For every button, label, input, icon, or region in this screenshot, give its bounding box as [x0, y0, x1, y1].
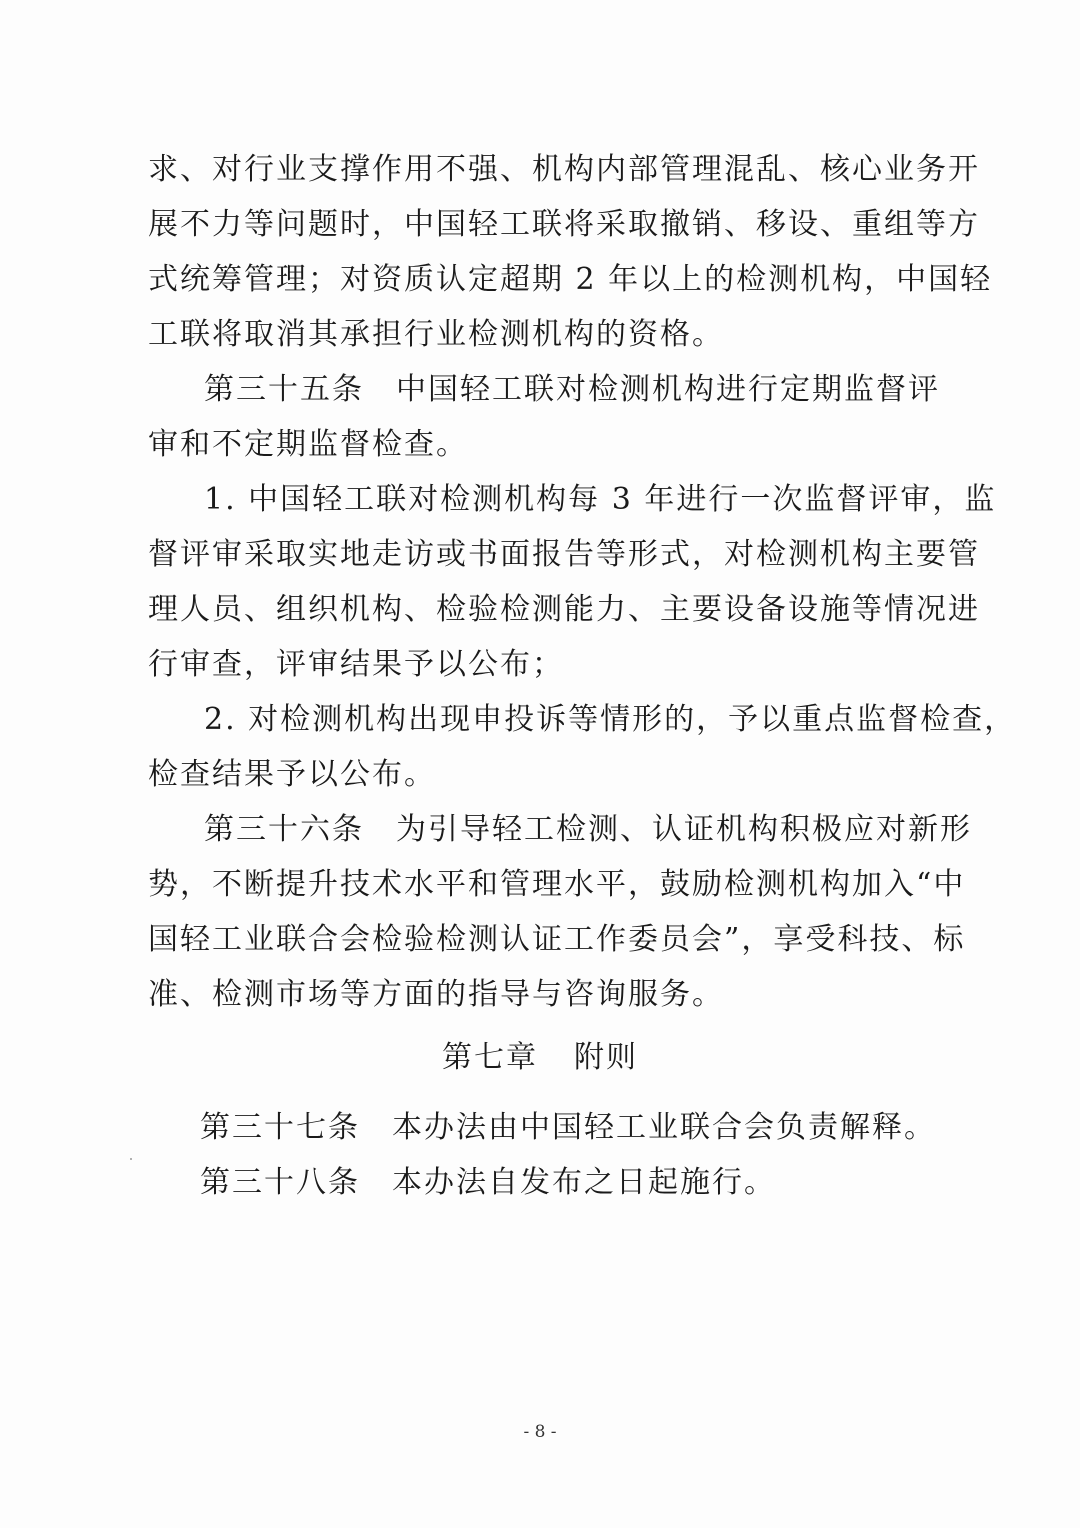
paragraph-line: 审和不定期监督检查。	[148, 427, 468, 462]
paragraph-line: 势，不断提升技术水平和管理水平，鼓励检测机构加入“中	[148, 867, 966, 902]
paragraph-line: 督评审采取实地走访或书面报告等形式，对检测机构主要管	[148, 537, 980, 572]
article-38-line: 第三十八条 本办法自发布之日起施行。	[200, 1165, 776, 1200]
page-number: - 8 -	[523, 1422, 557, 1442]
chapter-heading-number: 第七章	[442, 1040, 538, 1075]
paragraph-line: 检查结果予以公布。	[148, 757, 436, 792]
article-37-line: 第三十七条 本办法由中国轻工业联合会负责解释。	[200, 1110, 936, 1145]
article-35-line: 第三十五条 中国轻工联对检测机构进行定期监督评	[204, 372, 940, 407]
item-2-line: 2. 对检测机构出现申投诉等情形的，予以重点监督检查，	[204, 702, 1017, 737]
paragraph-line: 国轻工业联合会检验检测认证工作委员会”，享受科技、标	[148, 922, 966, 957]
paragraph-line: 理人员、组织机构、检验检测能力、主要设备设施等情况进	[148, 592, 980, 627]
article-36-line: 第三十六条 为引导轻工检测、认证机构积极应对新形	[204, 812, 972, 847]
paragraph-line: 行审查，评审结果予以公布；	[148, 647, 564, 682]
item-1-line: 1. 中国轻工联对检测机构每 3 年进行一次监督评审，监	[204, 482, 997, 517]
paragraph-line: 展不力等问题时，中国轻工联将采取撤销、移设、重组等方	[148, 207, 980, 242]
scan-speck	[130, 1158, 132, 1160]
chapter-heading	[0, 1038, 1080, 1078]
chapter-heading-title: 附则	[574, 1040, 638, 1075]
paragraph-line: 求、对行业支撑作用不强、机构内部管理混乱、核心业务开	[148, 152, 980, 187]
paragraph-line: 式统筹管理；对资质认定超期 2 年以上的检测机构，中国轻	[148, 262, 993, 297]
paragraph-line: 工联将取消其承担行业检测机构的资格。	[148, 317, 724, 352]
paragraph-line: 准、检测市场等方面的指导与咨询服务。	[148, 977, 724, 1012]
